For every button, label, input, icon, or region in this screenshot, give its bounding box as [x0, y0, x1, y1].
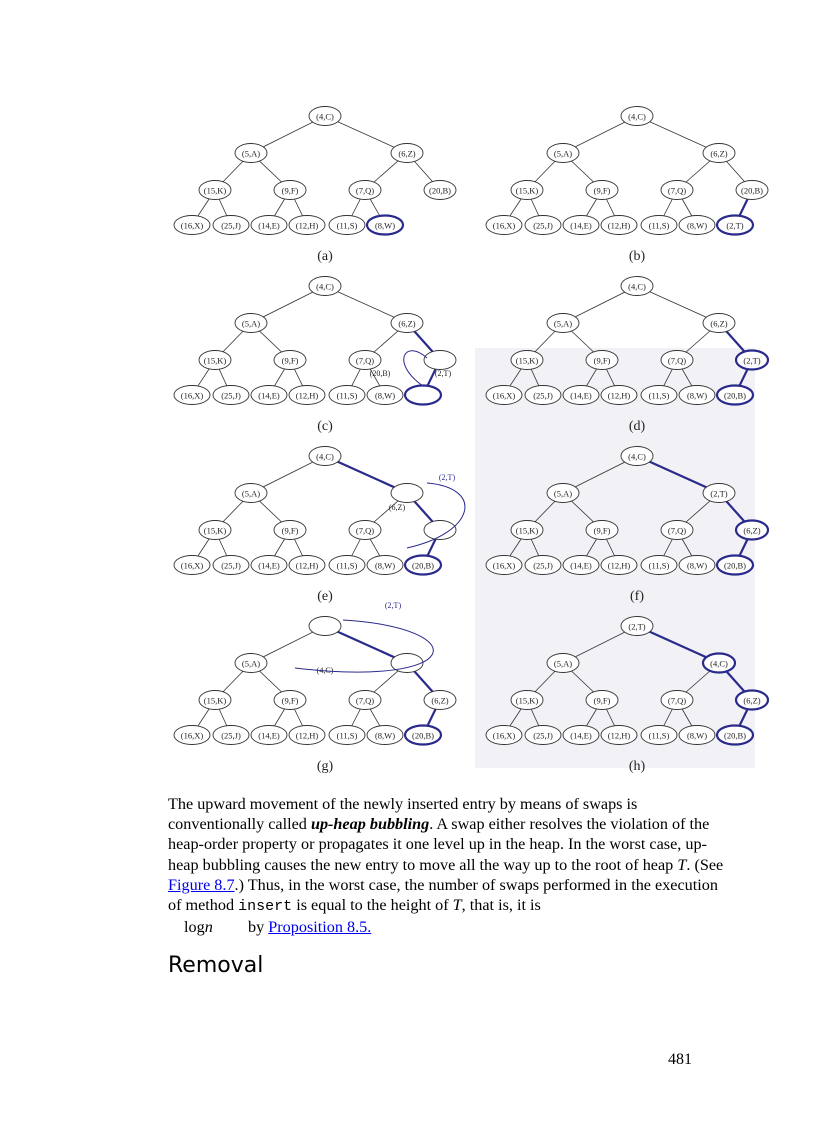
heap-node-label: (15,K) — [203, 355, 227, 366]
heap-node-label: (15,K) — [515, 185, 539, 196]
heap-node-label: (5,A) — [241, 658, 261, 669]
swap-label: (2,T) — [438, 473, 456, 482]
heap-node — [424, 351, 456, 370]
heap-node-label: (15,K) — [515, 695, 539, 706]
heap-node-label: (25,J) — [221, 220, 241, 231]
heap-node-label: (8,W) — [374, 560, 396, 571]
heap-node-label: (4,C) — [628, 451, 646, 462]
heap-node-label: (16,X) — [180, 560, 204, 571]
heap-node-label: (12,H) — [295, 730, 319, 741]
heap-node-label: (25,J) — [533, 220, 553, 231]
heap-node-label: (11,S) — [336, 730, 358, 741]
heap-node-label: (12,H) — [607, 730, 631, 741]
heap-node-label: (4,C) — [316, 451, 334, 462]
heap-insertion-figure — [175, 98, 763, 781]
swap-label: (20,B) — [369, 369, 391, 378]
heap-node-label: (11,S) — [336, 560, 358, 571]
heap-node-label: (8,W) — [374, 730, 396, 741]
heap-node-label: (8,W) — [686, 220, 708, 231]
heap-node-label: (14,E) — [570, 730, 592, 741]
heap-node-label: (8,W) — [686, 390, 708, 401]
heap-node-label: (9,F) — [281, 525, 299, 536]
swap-label: (4,C) — [316, 666, 334, 675]
heap-node — [309, 617, 341, 636]
heap-node-label: (2,T) — [710, 488, 728, 499]
heap-node-label: (25,J) — [533, 560, 553, 571]
heap-node-label: (7,Q) — [667, 525, 687, 536]
heap-node-label: (9,F) — [593, 355, 611, 366]
heap-node-label: (4,C) — [628, 111, 646, 122]
heap-node-label: (14,E) — [258, 390, 280, 401]
panel-caption: (e) — [317, 589, 333, 604]
heap-node-label: (7,Q) — [667, 355, 687, 366]
heap-node-label: (4,C) — [316, 281, 334, 292]
proposition-8-5-link[interactable]: Proposition 8.5. — [268, 918, 372, 937]
panel-caption: (a) — [317, 249, 333, 264]
heap-node-label: (8,W) — [374, 220, 396, 231]
heap-node-label: (25,J) — [533, 730, 553, 741]
heap-node-label: (25,J) — [533, 390, 553, 401]
heap-node-label: (5,A) — [553, 488, 573, 499]
heap-node-label: (5,A) — [553, 658, 573, 669]
heap-node-label: (15,K) — [203, 525, 227, 536]
heap-node-label: (25,J) — [221, 390, 241, 401]
heap-node-label: (20,B) — [412, 560, 434, 571]
heap-node-label: (9,F) — [593, 695, 611, 706]
heap-node-label: (7,Q) — [355, 185, 375, 196]
heap-node-label: (9,F) — [281, 185, 299, 196]
heap-node — [405, 386, 441, 405]
heap-node-label: (9,F) — [593, 185, 611, 196]
heap-node-label: (6,Z) — [398, 148, 416, 159]
heap-node-label: (5,A) — [241, 318, 261, 329]
heap-node-label: (14,E) — [258, 220, 280, 231]
heap-node-label: (6,Z) — [743, 525, 761, 536]
heap-node — [391, 484, 423, 503]
heap-node-label: (7,Q) — [667, 695, 687, 706]
heap-node-label: (8,W) — [686, 560, 708, 571]
term-up-heap-bubbling: up-heap bubbling — [310, 815, 430, 834]
heap-node-label: (12,H) — [607, 390, 631, 401]
heap-node-label: (20,B) — [724, 560, 746, 571]
heap-node-label: (12,H) — [295, 560, 319, 571]
heap-node-label: (7,Q) — [355, 695, 375, 706]
log-n-formula: logn — [184, 918, 213, 937]
heap-node-label: (7,Q) — [355, 355, 375, 366]
heap-node-label: (11,S) — [648, 390, 670, 401]
heap-node-label: (2,T) — [743, 355, 761, 366]
heap-node-label: (9,F) — [281, 355, 299, 366]
heap-node-label: (2,T) — [726, 220, 744, 231]
figure-8-7-link[interactable]: Figure 8.7 — [168, 875, 235, 894]
panel-caption: (d) — [628, 419, 646, 434]
heap-node-label: (7,Q) — [355, 525, 375, 536]
code-insert: insert — [238, 898, 293, 916]
heap-node-label: (11,S) — [336, 220, 358, 231]
heap-node-label: (8,W) — [686, 730, 708, 741]
heap-node-label: (6,Z) — [743, 695, 761, 706]
panel-caption: (f) — [630, 589, 644, 604]
heap-node-label: (12,H) — [607, 220, 631, 231]
heap-node-label: (6,Z) — [710, 148, 728, 159]
heap-node-label: (14,E) — [570, 560, 592, 571]
heap-node-label: (20,B) — [741, 185, 763, 196]
heap-node-label: (25,J) — [221, 730, 241, 741]
heap-node-label: (6,Z) — [398, 318, 416, 329]
heap-node-label: (15,K) — [515, 355, 539, 366]
heap-node-label: (20,B) — [429, 185, 451, 196]
heap-node-label: (11,S) — [648, 220, 670, 231]
heap-node-label: (16,X) — [492, 560, 516, 571]
heap-node-label: (5,A) — [241, 148, 261, 159]
page-number: 481 — [668, 1051, 692, 1068]
heap-node-label: (14,E) — [570, 390, 592, 401]
panel-caption: (h) — [628, 759, 646, 774]
heap-node-label: (8,W) — [374, 390, 396, 401]
heap-node-label: (16,X) — [492, 220, 516, 231]
heap-node-label: (7,Q) — [667, 185, 687, 196]
swap-label: (2,T) — [434, 369, 452, 378]
heap-node-label: (14,E) — [258, 560, 280, 571]
heap-node-label: (9,F) — [281, 695, 299, 706]
heap-node-label: (6,Z) — [710, 318, 728, 329]
heap-node-label: (25,J) — [221, 560, 241, 571]
heap-node-label: (11,S) — [648, 560, 670, 571]
heap-node-label: (5,A) — [553, 148, 573, 159]
section-heading-removal: Removal — [168, 953, 264, 978]
heap-node-label: (20,B) — [724, 390, 746, 401]
heap-node-label: (14,E) — [258, 730, 280, 741]
heap-node-label: (5,A) — [241, 488, 261, 499]
heap-node-label: (15,K) — [203, 185, 227, 196]
heap-node-label: (4,C) — [316, 111, 334, 122]
heap-node-label: (20,B) — [412, 730, 434, 741]
heap-node-label: (2,T) — [628, 621, 646, 632]
heap-node-label: (16,X) — [180, 730, 204, 741]
heap-node-label: (15,K) — [203, 695, 227, 706]
heap-node-label: (16,X) — [180, 390, 204, 401]
heap-node-label: (16,X) — [492, 390, 516, 401]
heap-node-label: (12,H) — [295, 390, 319, 401]
panel-caption: (b) — [628, 249, 646, 264]
heap-node-label: (6,Z) — [431, 695, 449, 706]
body-paragraph: The upward movement of the newly inserted entry by means of swaps is conventionally called up-heap bubbling. A swap either resolves the violation of the heap-order property or propagates it one level up in the heap. In the worst case, up-heap bubbling causes the new entry to move all the way up to the root of heap T. (See Figure 8.7.) Thus, in the worst case, the number of swaps performed in the execution of method insert is equal to the height of T, that is, it is logn by Proposition 8.5. — [168, 795, 724, 937]
panel-caption: (c) — [317, 419, 333, 434]
heap-node-label: (11,S) — [336, 390, 358, 401]
heap-node-label: (12,H) — [607, 560, 631, 571]
heap-node-label: (9,F) — [593, 525, 611, 536]
heap-node-label: (16,X) — [492, 730, 516, 741]
swap-label: (2,T) — [384, 601, 402, 610]
panel-caption: (g) — [316, 759, 334, 774]
heap-node-label: (14,E) — [570, 220, 592, 231]
swap-label: (6,Z) — [388, 503, 406, 512]
heap-node-label: (4,C) — [628, 281, 646, 292]
heap-node-label: (4,C) — [710, 658, 728, 669]
heap-node-label: (16,X) — [180, 220, 204, 231]
heap-node-label: (15,K) — [515, 525, 539, 536]
heap-node-label: (20,B) — [724, 730, 746, 741]
heap-node-label: (11,S) — [648, 730, 670, 741]
heap-node-label: (5,A) — [553, 318, 573, 329]
heap-node-label: (12,H) — [295, 220, 319, 231]
